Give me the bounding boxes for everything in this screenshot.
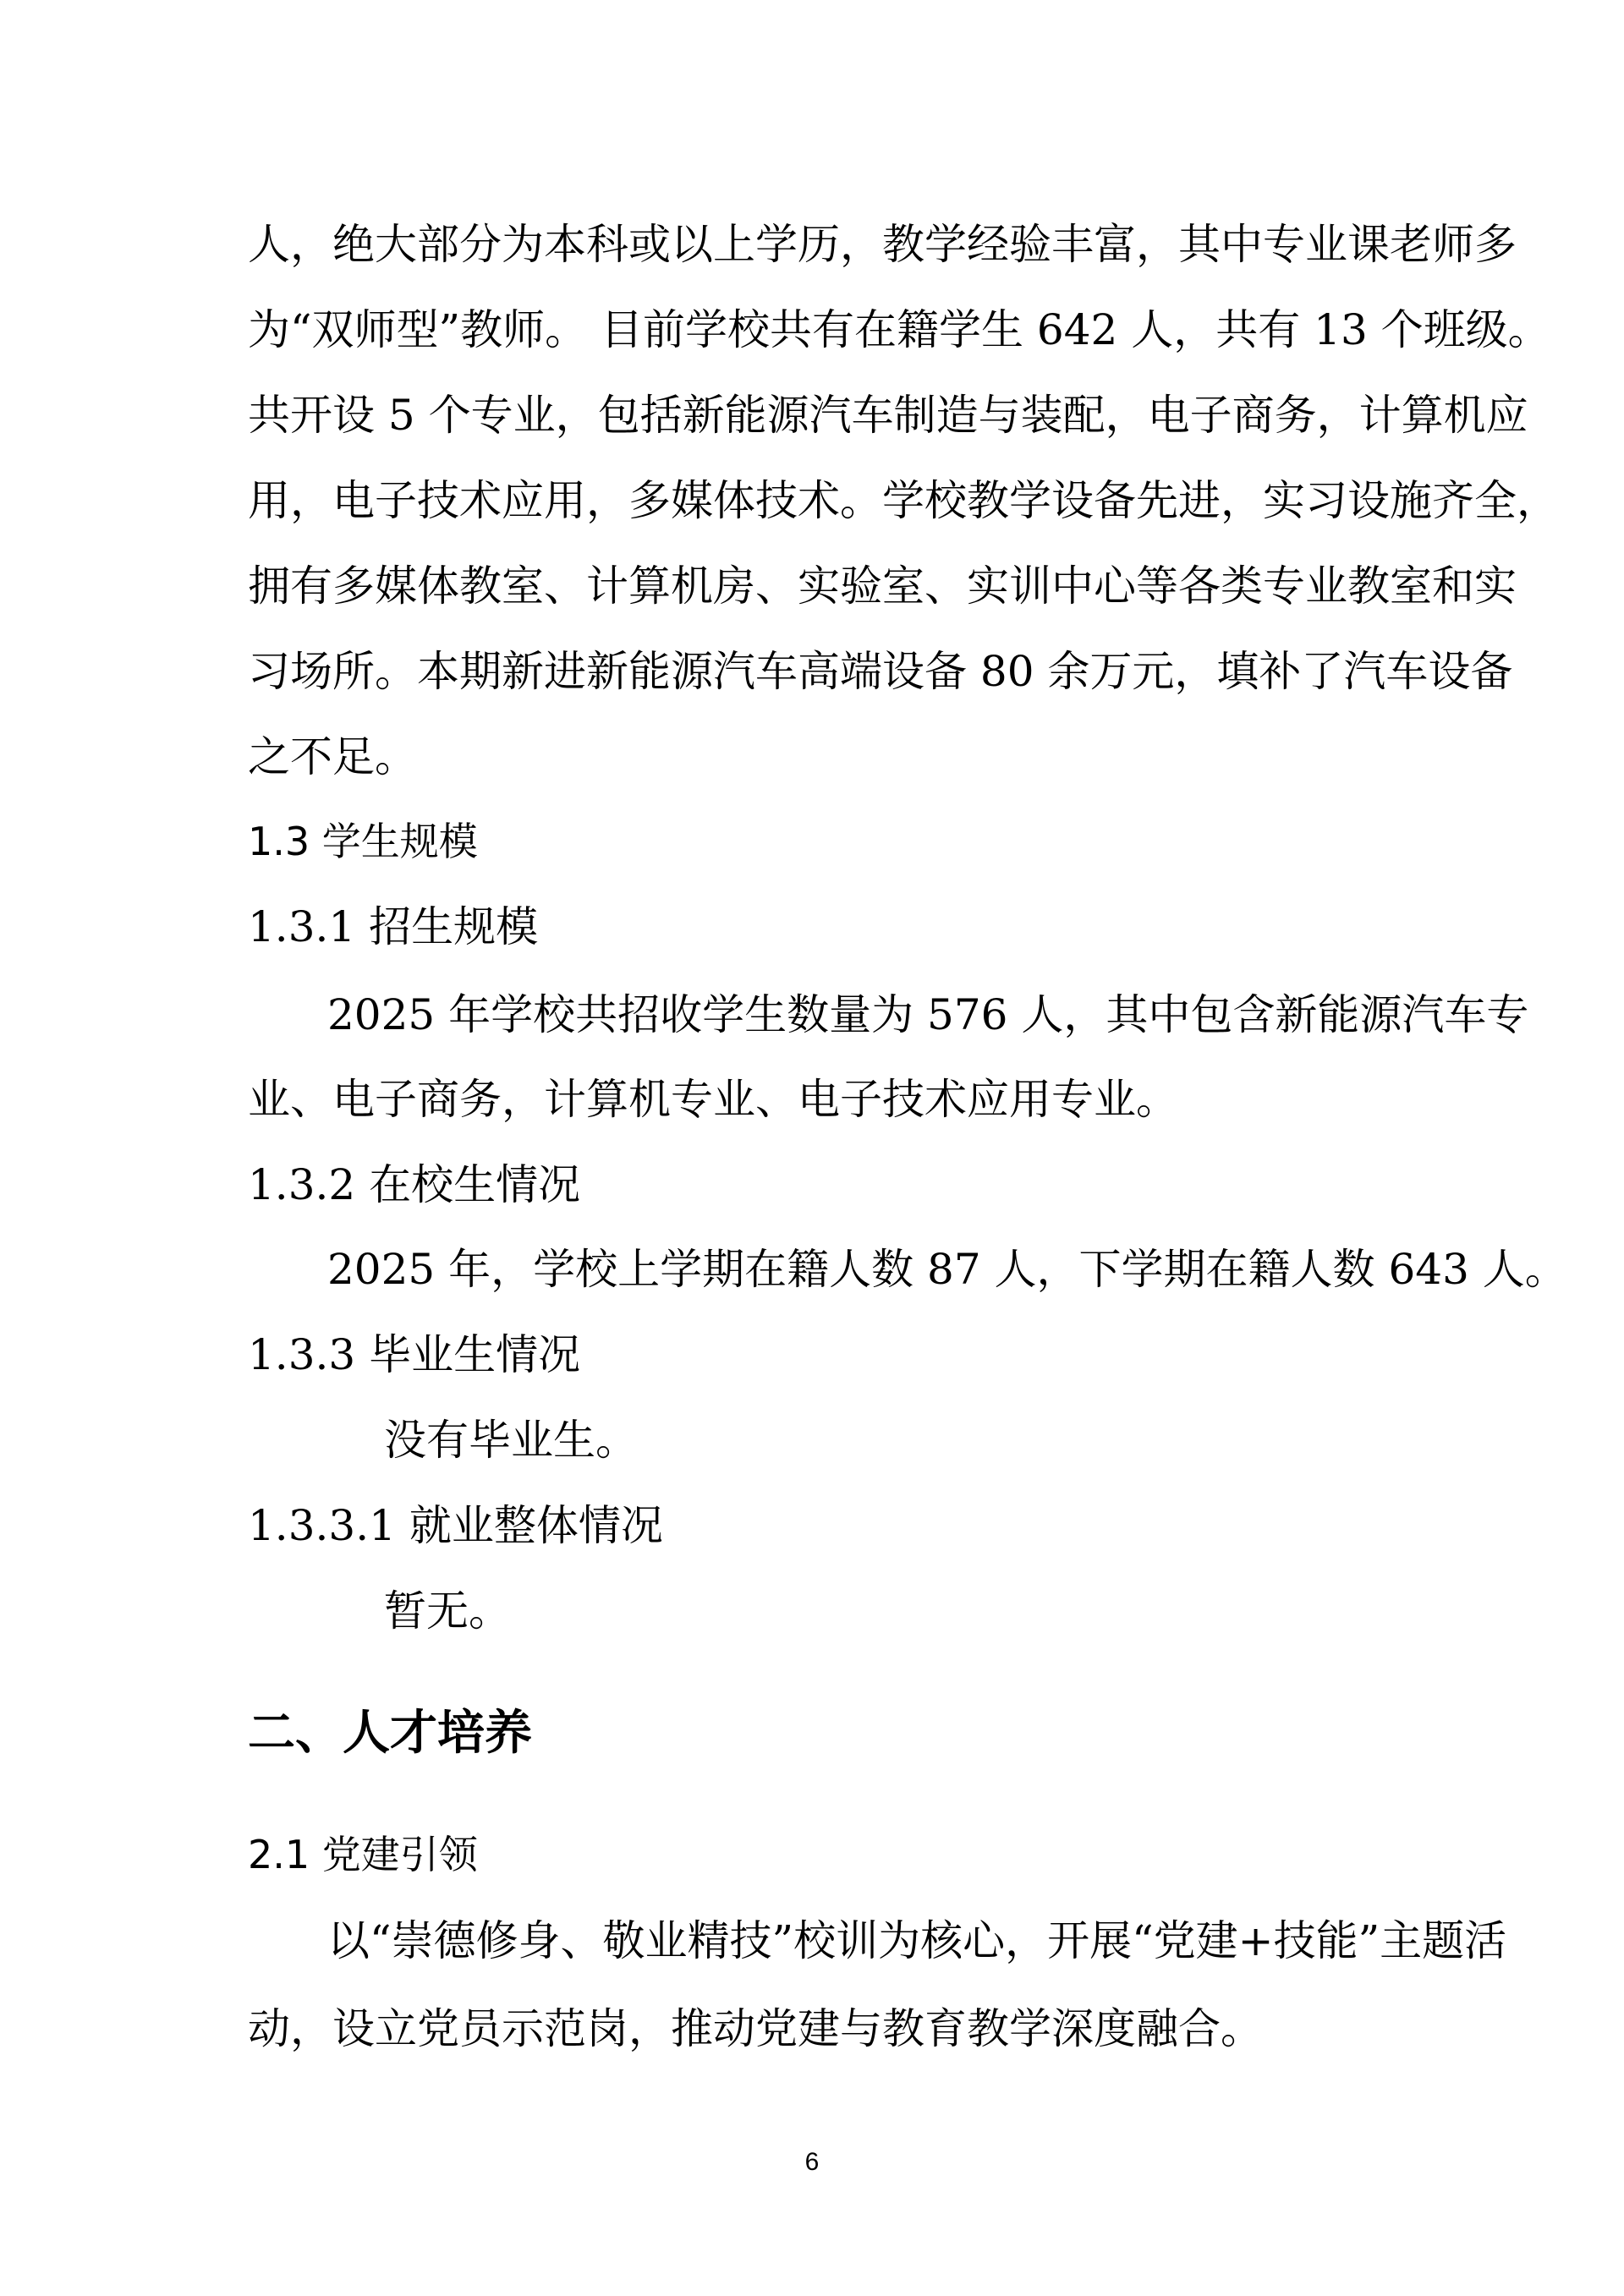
paragraph-line: 之不足。: [248, 732, 417, 781]
page-number: 6: [804, 2148, 820, 2176]
chapter-heading: 二、人才培养: [248, 1706, 532, 1761]
paragraph-line: 用，电子技术应用，多媒体技术。学校教学设备先进，实习设施齐全，: [248, 476, 1559, 525]
subsection-heading-1-3-1: 1.3.1 招生规模: [248, 902, 539, 951]
paragraph-line: 没有毕业生。: [384, 1416, 638, 1465]
paragraph-line: 动，设立党员示范岗，推动党建与教育教学深度融合。: [248, 2004, 1263, 2053]
section-heading-2-1: 2.1 党建引领: [248, 1832, 478, 1877]
subsection-heading-1-3-3: 1.3.3 毕业生情况: [248, 1330, 581, 1379]
paragraph-line: 2025 年学校共招收学生数量为 576 人，其中包含新能源汽车专: [327, 990, 1529, 1039]
paragraph-line: 人，绝大部分为本科或以上学历，教学经验丰富，其中专业课老师多: [248, 220, 1517, 269]
paragraph-line: 拥有多媒体教室、计算机房、实验室、实训中心等各类专业教室和实: [248, 562, 1517, 611]
paragraph-line: 2025 年，学校上学期在籍人数 87 人，下学期在籍人数 643 人。: [327, 1245, 1567, 1294]
section-heading-1-3: 1.3 学生规模: [248, 819, 478, 864]
paragraph-line: 共开设 5 个专业，包括新能源汽车制造与装配，电子商务，计算机应: [248, 391, 1528, 440]
subsection-heading-1-3-2: 1.3.2 在校生情况: [248, 1160, 581, 1209]
subsection-heading-1-3-3-1: 1.3.3.1 就业整体情况: [248, 1501, 663, 1550]
paragraph-line: 为“双师型”教师。 目前学校共有在籍学生 642 人，共有 13 个班级。: [248, 305, 1550, 354]
paragraph-line: 业、电子商务，计算机专业、电子技术应用专业。: [248, 1075, 1178, 1124]
paragraph-line: 习场所。本期新进新能源汽车高端设备 80 余万元，填补了汽车设备: [248, 647, 1513, 696]
paragraph-line: 暂无。: [384, 1586, 511, 1636]
paragraph-line: 以“崇德修身、敬业精技”校训为核心，开展“党建+技能”主题活: [327, 1916, 1507, 1965]
